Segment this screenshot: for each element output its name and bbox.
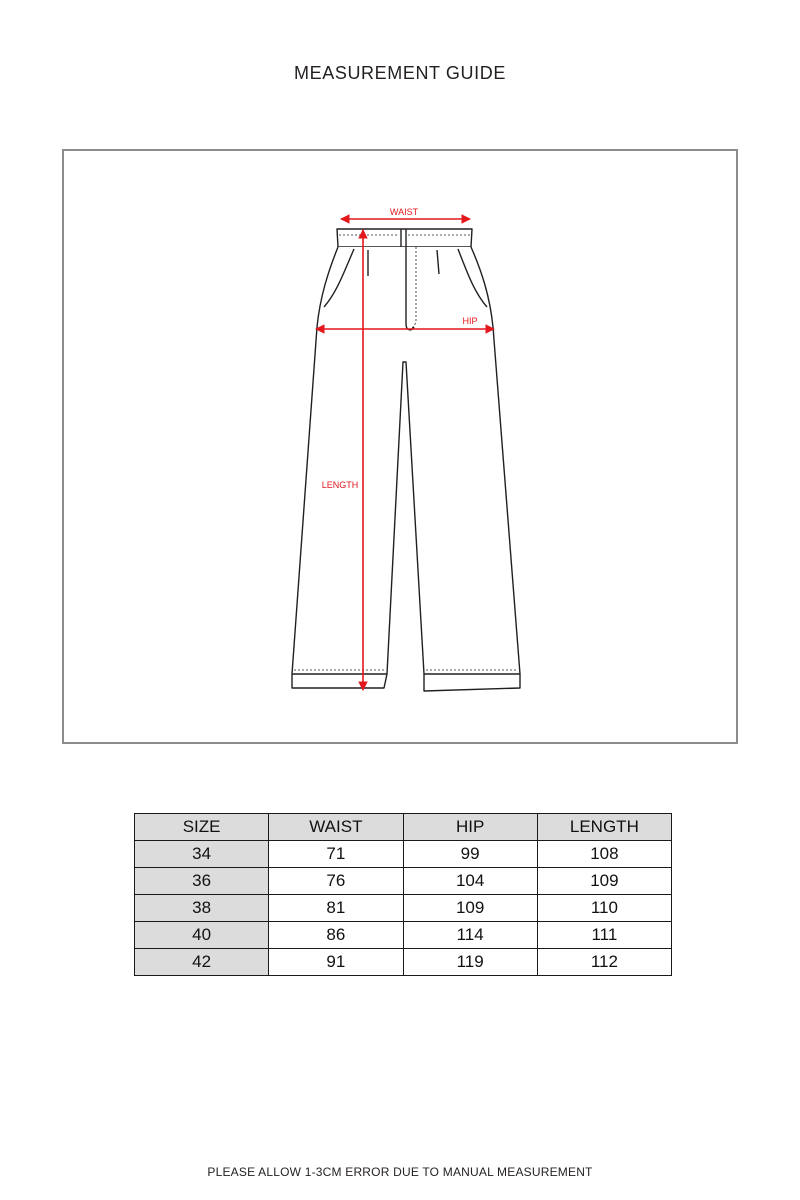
- waist-cell: 81: [269, 895, 403, 922]
- header-waist: WAIST: [269, 814, 403, 841]
- table-row: [135, 841, 672, 868]
- measurement-disclaimer: PLEASE ALLOW 1-3CM ERROR DUE TO MANUAL MEASUREMENT: [207, 1165, 593, 1179]
- measurement-diagram: [62, 149, 738, 744]
- hip-cell: 119: [403, 949, 537, 976]
- waist-cell: 86: [269, 922, 403, 949]
- table-row: [135, 868, 672, 895]
- length-cell: 108: [537, 841, 671, 868]
- trousers-outline: [292, 229, 520, 691]
- header-size: SIZE: [135, 814, 269, 841]
- size-cell: 36: [135, 868, 269, 895]
- waist-cell: 91: [269, 949, 403, 976]
- header-length: LENGTH: [537, 814, 671, 841]
- size-cell: 34: [135, 841, 269, 868]
- hip-label: HIP: [462, 316, 478, 326]
- table-row: [135, 895, 672, 922]
- length-label: LENGTH: [321, 480, 359, 490]
- trousers-sketch: [64, 151, 736, 742]
- hip-cell: 109: [403, 895, 537, 922]
- table-row: [135, 922, 672, 949]
- table-header-row: [135, 814, 672, 841]
- length-cell: 110: [537, 895, 671, 922]
- waist-cell: 71: [269, 841, 403, 868]
- waist-label: WAIST: [389, 207, 419, 217]
- length-cell: 112: [537, 949, 671, 976]
- table-row: [135, 949, 672, 976]
- length-cell: 109: [537, 868, 671, 895]
- page-title: MEASUREMENT GUIDE: [294, 63, 506, 83]
- size-chart-table: [134, 813, 672, 976]
- hip-cell: 114: [403, 922, 537, 949]
- size-cell: 40: [135, 922, 269, 949]
- waist-cell: 76: [269, 868, 403, 895]
- size-cell: 38: [135, 895, 269, 922]
- hip-cell: 104: [403, 868, 537, 895]
- hip-cell: 99: [403, 841, 537, 868]
- length-cell: 111: [537, 922, 671, 949]
- header-hip: HIP: [403, 814, 537, 841]
- size-cell: 42: [135, 949, 269, 976]
